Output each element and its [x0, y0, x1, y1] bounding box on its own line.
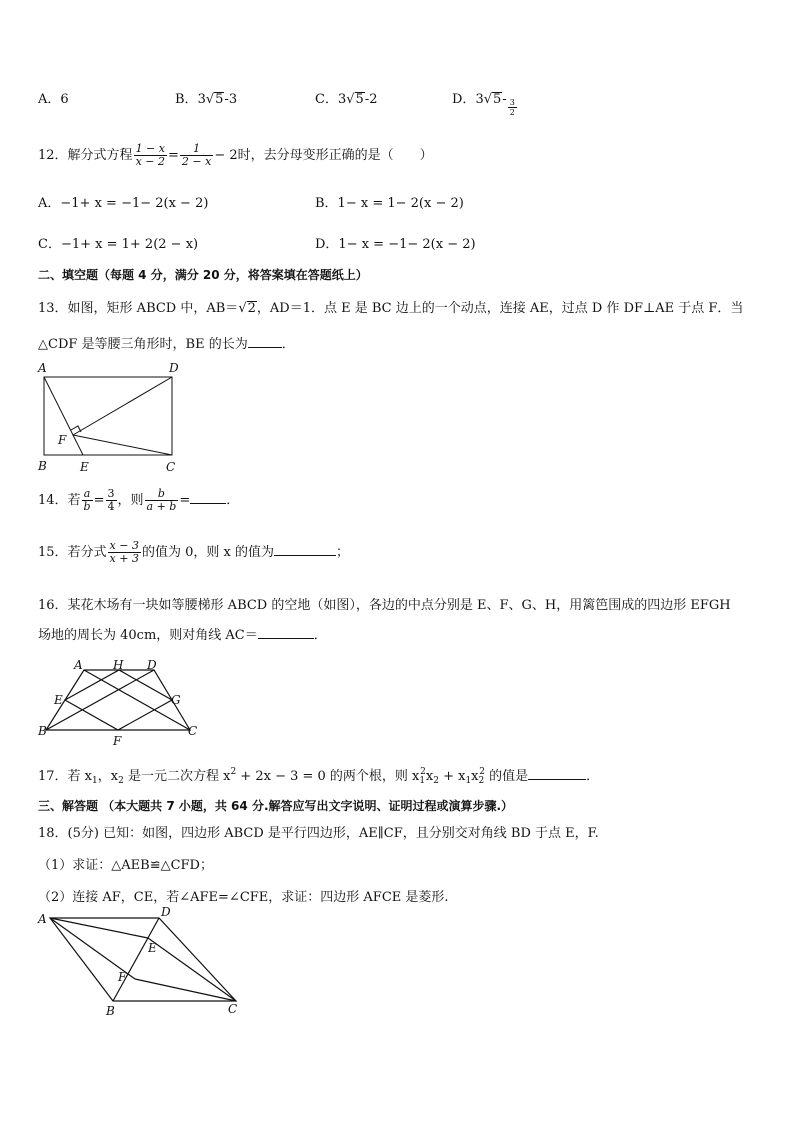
q18-label-d: D	[161, 905, 171, 919]
q16-line1: 16．某花木场有一块如等腰梯形 ABCD 的空地（如图），各边的中点分别是 E、F、G、H，用篱笆围成的四边形 EFGH	[38, 598, 731, 613]
q14-answer-blank[interactable]	[190, 491, 226, 504]
q11-option-b: B．3√5-3	[175, 92, 238, 107]
q13-label-a: A	[38, 361, 47, 375]
q16-figure	[36, 652, 206, 748]
q16-label-b: B	[38, 724, 47, 738]
q18-label-c: C	[228, 1002, 238, 1016]
q13-segment-df	[73, 377, 172, 435]
q16-quadrilateral-efgh	[65, 670, 172, 730]
section-2-heading: 二、填空题（每题 4 分，满分 20 分，将答案填在答题纸上）	[38, 268, 368, 282]
q13-line1: 13．如图，矩形 ABCD 中，AB＝√2，AD＝1．点 E 是 BC 边上的一个动点，连接 AE，过点 D 作 DF⊥AE 于点 F．当	[38, 301, 744, 316]
q12-stem: 12．解分式方程 $\frac{1 - x}{x - 2}$ = $\frac{1}{2 - x}$ − 2时，去分母变形正确的是（ ）	[38, 142, 433, 168]
q12-option-d: D．1− x = −1− 2(x − 2)	[315, 237, 476, 252]
section-3-heading: 三、解答题 （本大题共 7 小题，共 64 分.解答应写出文字说明、证明过程或演算步骤.）	[38, 799, 514, 813]
q13-label-c: C	[166, 460, 176, 474]
q18-label-b: B	[106, 1004, 115, 1017]
q16-label-c: C	[188, 724, 198, 738]
q13-label-b: B	[38, 459, 47, 473]
q12-option-c: C．−1+ x = 1+ 2(2 − x)	[38, 237, 199, 252]
q16-label-d: D	[147, 658, 157, 672]
q17-stem: 17．若 $x_1$，$x_2$ 是一元二次方程 $x^2 + 2x - 3 = 0$ 的两个根，则 $x_1^2x_2 + x_1x_2^2$ 的值是 ．	[38, 767, 600, 786]
q18-figure	[36, 905, 246, 1017]
q16-trapezoid	[46, 670, 190, 730]
q18-label-f: F	[118, 970, 127, 984]
q18-label-e: E	[148, 941, 157, 955]
q13-label-d: D	[169, 361, 179, 375]
q12-option-a: A．−1+ x = −1− 2(x − 2)	[38, 196, 209, 211]
q18-parallelogram	[50, 918, 236, 1001]
q16-answer-blank[interactable]	[258, 626, 314, 639]
q16-label-e: E	[54, 693, 63, 707]
q18-label-a: A	[38, 912, 47, 926]
q11-option-d: D．3√5- $\frac{3}{2}$	[452, 92, 515, 117]
q12-option-b: B．1− x = 1− 2(x − 2)	[315, 196, 464, 211]
q18-diagonal-bd	[113, 918, 159, 1001]
q16-label-a: A	[74, 658, 83, 672]
q17-answer-blank[interactable]	[528, 767, 586, 780]
q15-answer-blank[interactable]	[274, 543, 336, 556]
q18-part2: （2）连接 AF，CE，若∠AFE=∠CFE，求证：四边形 AFCE 是菱形.	[38, 890, 449, 905]
q16-label-h: H	[113, 658, 124, 672]
q14-stem: 14．若 $\frac{a}{b}$ = $\frac{3}{4}$ ，则 $\frac{b}{a + b}$ = ．	[38, 487, 240, 513]
q13-segment-fc	[73, 435, 172, 455]
q13-label-f: F	[58, 433, 67, 447]
q11-option-c: C．3√5-2	[315, 92, 378, 107]
q18-stem: 18．(5分) 已知：如图，四边形 ABCD 是平行四边形，AE∥CF，且分别交对角线 BD 于点 E，F.	[38, 826, 599, 841]
q11-option-a: A．6	[38, 92, 69, 107]
q16-label-g: G	[171, 693, 181, 707]
q16-label-f: F	[113, 734, 122, 748]
q15-stem: 15．若分式 $\frac{x - 3}{x + 3}$ 的值为 0，则 x 的值为 ；	[38, 539, 349, 565]
q13-line2: △CDF 是等腰三角形时，BE 的长为 ．	[38, 337, 295, 352]
q13-answer-blank[interactable]	[248, 335, 282, 348]
q13-figure	[36, 360, 186, 478]
q18-part1: （1）求证：△AEB≌△CFD；	[38, 858, 213, 873]
q13-label-e: E	[80, 460, 89, 474]
q16-line2: 场地的周长为 40cm，则对角线 AC＝ ．	[38, 628, 327, 643]
